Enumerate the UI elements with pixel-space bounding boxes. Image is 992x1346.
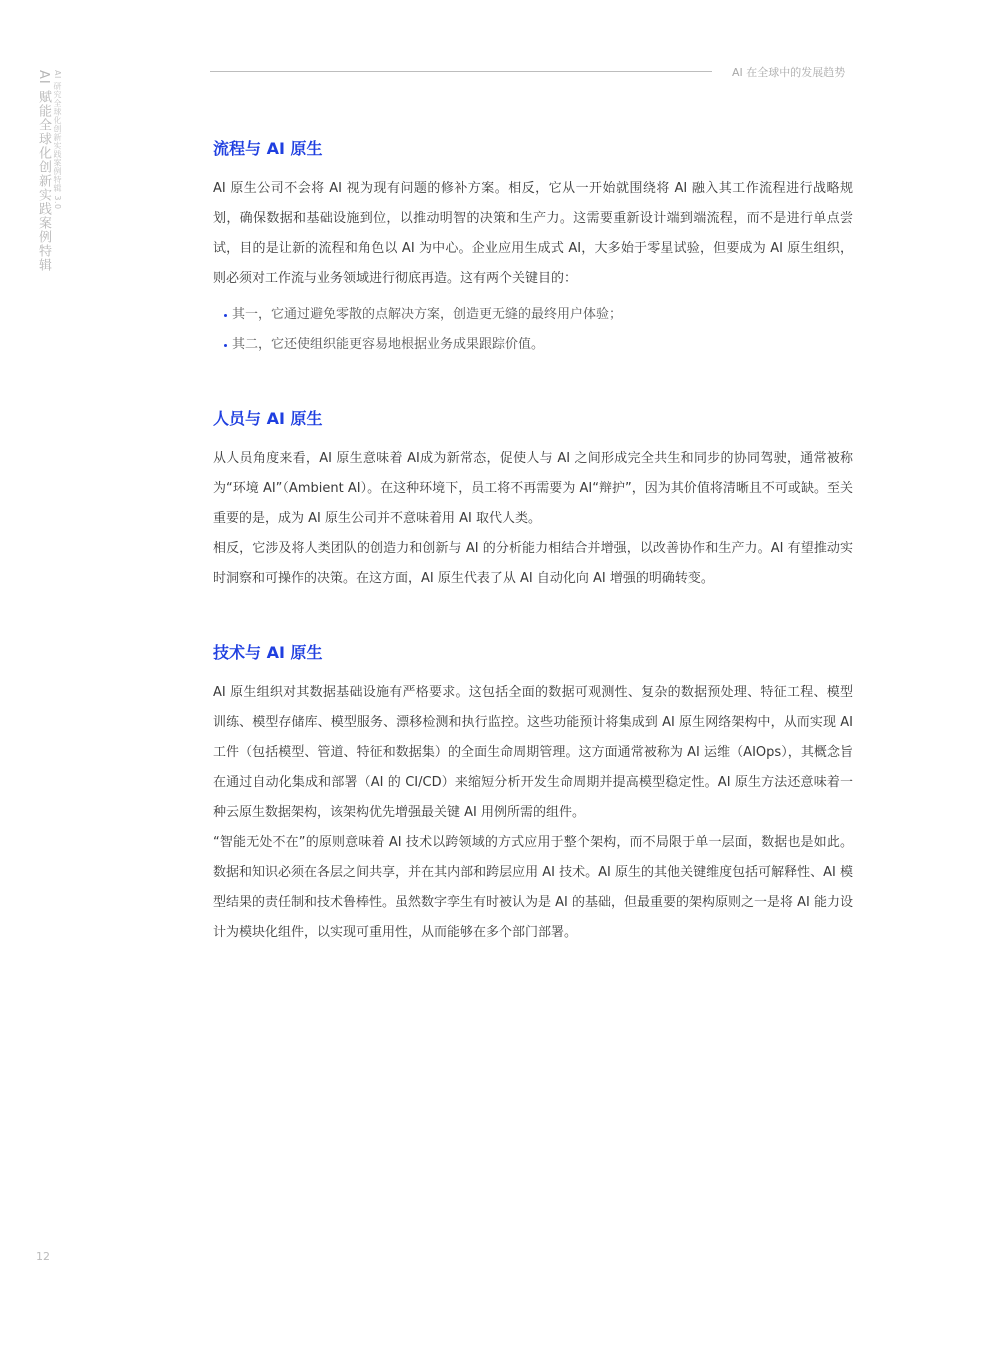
section-technology: [213, 640, 853, 948]
side-report-title: AI 赋能全球化创新实践案例特辑: [36, 70, 51, 272]
paragraph: “智能无处不在”的原则意味着 AI 技术以跨领域的方式应用于整个架构，而不局限于单一层面，数据也是如此。数据和知识必须在各层之间共享，并在其内部和跨层应用 AI 技术。AI 原生的其他关键维度包括可解释性、AI 模型结果的责任制和技术鲁棒性。虽然数字孪生有时被认为是 AI 的基础，但最重要的架构原则之一是将 AI 能力设计为模块化组件，以实现可重用性，从而能够在多个部门部署。: [213, 835, 853, 940]
section-title: 技术与 AI 原生: [213, 643, 323, 662]
bullet-item: 其二，它还使组织能更容易地根据业务成果跟踪价值。: [213, 330, 853, 360]
main-content: [213, 136, 853, 994]
header-chapter-label: AI 在全球中的发展趋势: [732, 66, 846, 79]
section-title: 流程与 AI 原生: [213, 139, 323, 158]
section-people: [213, 406, 853, 594]
paragraph: AI 原生组织对其数据基础设施有严格要求。这包括全面的数据可观测性、复杂的数据预处理、特征工程、模型训练、模型存储库、模型服务、漂移检测和执行监控。这些功能预计将集成到 AI 原生网络架构中，从而实现 AI 工件（包括模型、管道、特征和数据集）的全面生命周期管理。这方面通常被称为 AI 运维（AIOps），其概念旨在通过自动化集成和部署（AI 的 CI/CD）来缩短分析开发生命周期并提高模型稳定性。AI 原生方法还意味着一种云原生数据架构，该架构优先增强最关键 AI 用例所需的组件。: [213, 685, 853, 820]
paragraph: 相反，它涉及将人类团队的创造力和创新与 AI 的分析能力相结合并增强，以改善协作和生产力。AI 有望推动实时洞察和可操作的决策。在这方面，AI 原生代表了从 AI 自动化向 AI 增强的明确转变。: [213, 541, 853, 586]
paragraph: 从人员角度来看，AI 原生意味着 AI成为新常态，促使人与 AI 之间形成完全共生和同步的协同驾驶，通常被称为“环境 AI”（Ambient AI）。在这种环境下，员工将不再需要为 AI“辩护”，因为其价值将清晰且不可或缺。至关重要的是，成为 AI 原生公司并不意味着用 AI 取代人类。: [213, 451, 853, 526]
bullet-item: 其一，它通过避免零散的点解决方案，创造更无缝的最终用户体验；: [213, 300, 853, 330]
page-number: 12: [36, 1250, 50, 1263]
side-report-subtitle: AI 研究全球化创新实践案例特辑 3.0: [53, 70, 62, 210]
section-process: [213, 136, 853, 360]
section-title: 人员与 AI 原生: [213, 409, 323, 428]
bullet-list: [213, 300, 853, 360]
paragraph: AI 原生公司不会将 AI 视为现有问题的修补方案。相反，它从一开始就围绕将 AI 融入其工作流程进行战略规划，确保数据和基础设施到位，以推动明智的决策和生产力。这需要重新设计端到端流程，而不是进行单点尝试，目的是让新的流程和角色以 AI 为中心。企业应用生成式 AI，大多始于零星试验，但要成为 AI 原生组织，则必须对工作流与业务领域进行彻底再造。这有两个关键目的：: [213, 181, 853, 286]
header-divider: [210, 71, 712, 72]
